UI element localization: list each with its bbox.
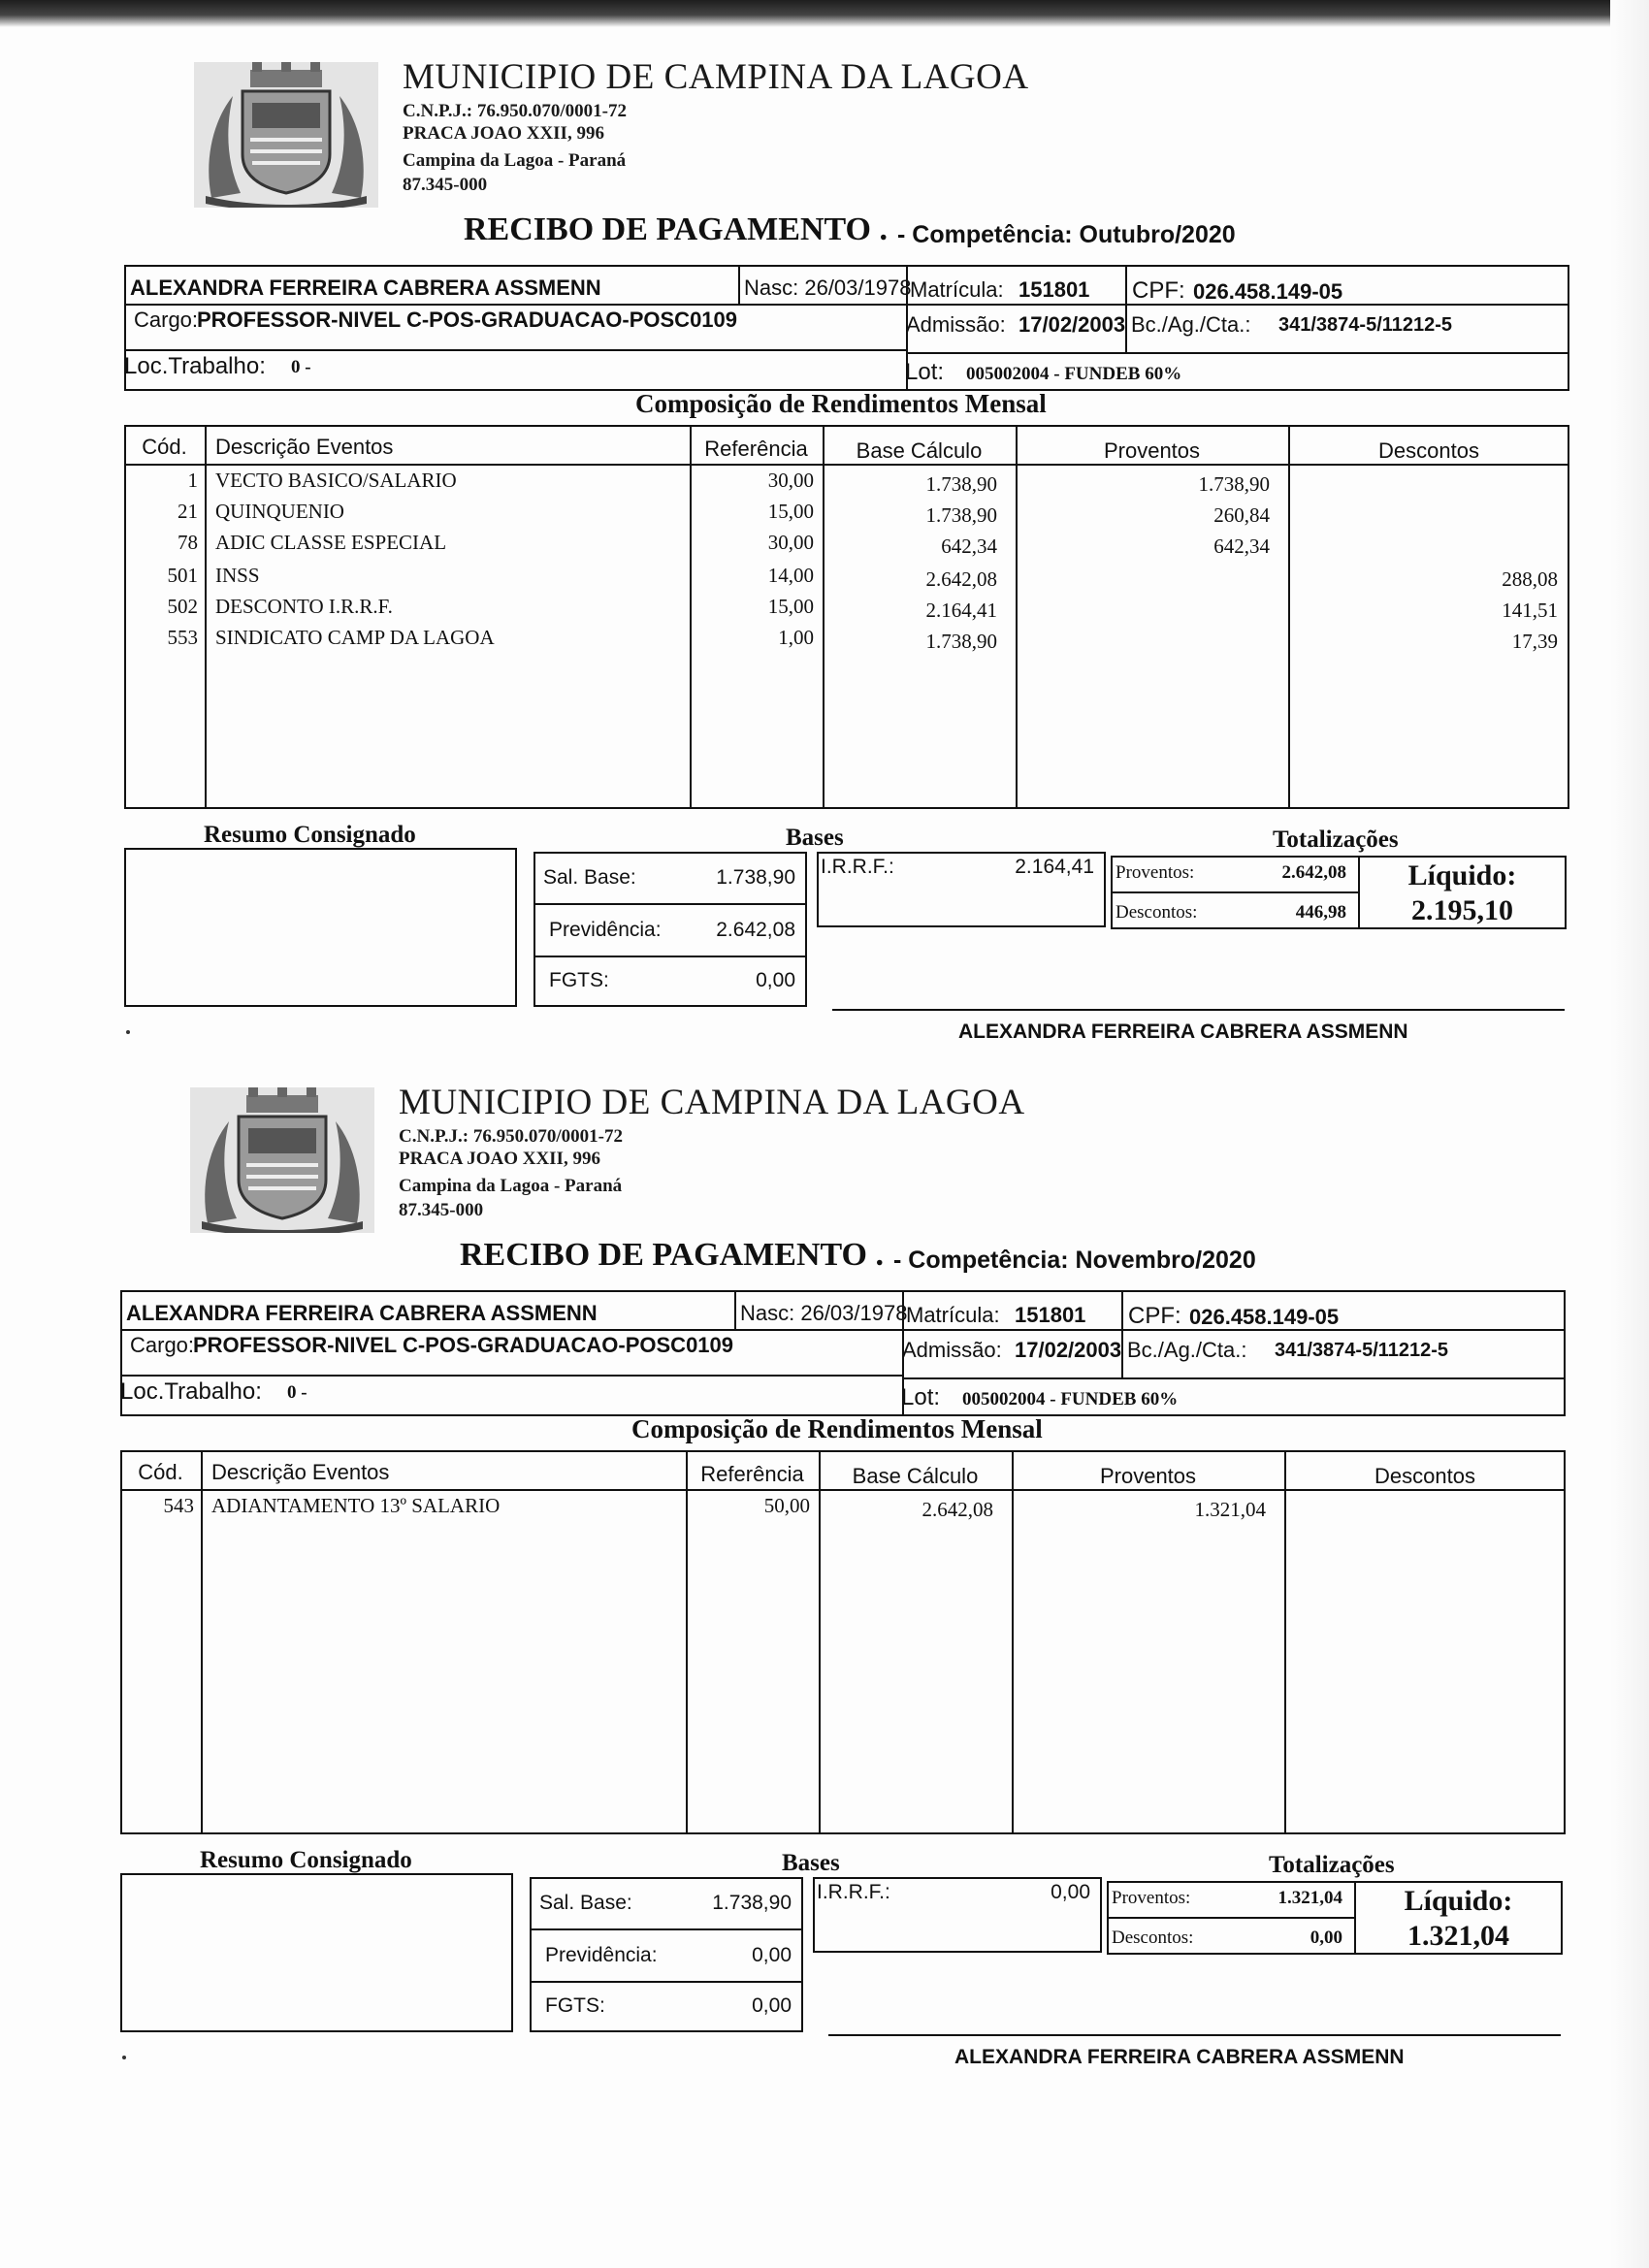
event-referencia: 1,00 <box>778 626 814 649</box>
composicao-title: Composição de Rendimentos Mensal <box>631 1414 1043 1443</box>
payment-receipt <box>0 1025 1645 2112</box>
event-descricao: ADIANTAMENTO 13º SALARIO <box>211 1494 501 1517</box>
event-proventos: 642,34 <box>1213 535 1270 558</box>
divider <box>1111 891 1358 893</box>
event-descricao: INSS <box>215 564 260 587</box>
divider <box>530 1981 803 1983</box>
cpf-label: CPF: <box>1132 277 1185 304</box>
event-descontos: 288,08 <box>1502 567 1558 591</box>
loc-label: Loc.Trabalho: <box>124 353 266 379</box>
divider <box>530 1928 803 1930</box>
event-cod: 553 <box>167 626 198 649</box>
fgts-value: 0,00 <box>756 969 795 991</box>
fgts-label: FGTS: <box>545 1994 605 2017</box>
lot-value: 005002004 - FUNDEB 60% <box>962 1389 1179 1409</box>
event-base: 1.738,90 <box>925 472 997 496</box>
proventos-total-value: 1.321,04 <box>1277 1888 1342 1908</box>
event-base: 2.642,08 <box>925 567 997 591</box>
event-base: 1.738,90 <box>925 503 997 527</box>
coat-of-arms-logo <box>190 1087 374 1233</box>
event-referencia: 14,00 <box>767 564 814 587</box>
composicao-title: Composição de Rendimentos Mensal <box>635 389 1047 418</box>
divider <box>734 1290 736 1329</box>
admissao-label: Admissão: <box>902 1338 1002 1362</box>
divider <box>906 352 1569 354</box>
bases-title: Bases <box>786 825 844 851</box>
event-referencia: 30,00 <box>767 531 814 554</box>
signature-line <box>832 1009 1565 1011</box>
event-descricao: VECTO BASICO/SALARIO <box>215 469 457 492</box>
cargo-value: PROFESSOR-NIVEL C-POS-GRADUACAO-POSC0109 <box>197 308 738 332</box>
event-base: 2.642,08 <box>922 1498 993 1521</box>
event-proventos: 1.321,04 <box>1194 1498 1266 1521</box>
event-cod: 1 <box>187 469 198 492</box>
admissao-value: 17/02/2003 <box>1018 312 1126 337</box>
table-header-divider <box>120 1489 1566 1491</box>
col-header-base: Base Cálculo <box>856 438 983 463</box>
org-address: PRACA JOAO XXII, 996 <box>399 1149 600 1169</box>
proventos-total-label: Proventos: <box>1112 1888 1191 1908</box>
admissao-label: Admissão: <box>906 312 1006 337</box>
org-cep: 87.345-000 <box>403 175 488 195</box>
divider <box>124 349 906 351</box>
org-name: MUNICIPIO DE CAMPINA DA LAGOA <box>403 57 1029 97</box>
previdencia-label: Previdência: <box>545 1944 658 1966</box>
receipt-title: RECIBO DE PAGAMENTO . <box>464 211 889 247</box>
table-header-divider <box>124 464 1569 466</box>
cargo-label: Cargo: <box>130 1333 195 1357</box>
banco-label: Bc./Ag./Cta.: <box>1127 1338 1247 1362</box>
loc-label: Loc.Trabalho: <box>120 1378 262 1405</box>
event-descricao: QUINQUENIO <box>215 500 344 523</box>
event-proventos: 1.738,90 <box>1198 472 1270 496</box>
divider <box>1121 1290 1123 1377</box>
org-address: PRACA JOAO XXII, 996 <box>403 123 604 144</box>
receipt-title: RECIBO DE PAGAMENTO . <box>460 1237 885 1273</box>
org-cep: 87.345-000 <box>399 1200 484 1220</box>
resumo-box <box>124 848 517 1007</box>
previdencia-value: 0,00 <box>752 1944 792 1966</box>
event-descontos: 17,39 <box>1511 630 1558 653</box>
matricula-value: 151801 <box>1018 277 1090 302</box>
event-cod: 21 <box>178 500 198 523</box>
event-base: 642,34 <box>941 535 997 558</box>
liquido-value: 1.321,04 <box>1407 1920 1509 1952</box>
event-referencia: 30,00 <box>767 469 814 492</box>
cpf-label: CPF: <box>1128 1303 1181 1329</box>
admissao-value: 17/02/2003 <box>1015 1338 1122 1362</box>
org-cnpj: C.N.P.J.: 76.950.070/0001-72 <box>399 1126 623 1147</box>
col-header-descricao: Descrição Eventos <box>211 1460 390 1484</box>
coat-of-arms-logo <box>194 62 378 208</box>
resumo-title: Resumo Consignado <box>200 1847 412 1873</box>
irrf-value: 2.164,41 <box>1015 856 1094 878</box>
employee-name: ALEXANDRA FERREIRA CABRERA ASSMENN <box>126 1301 598 1325</box>
event-cod: 501 <box>167 564 198 587</box>
loc-value: 0 - <box>291 357 311 377</box>
event-descricao: SINDICATO CAMP DA LAGOA <box>215 626 495 649</box>
fgts-label: FGTS: <box>549 969 609 991</box>
fgts-value: 0,00 <box>752 1994 792 2017</box>
event-proventos: 260,84 <box>1213 503 1270 527</box>
previdencia-label: Previdência: <box>549 919 662 941</box>
cargo-value: PROFESSOR-NIVEL C-POS-GRADUACAO-POSC0109 <box>193 1333 734 1357</box>
event-base: 2.164,41 <box>925 599 997 622</box>
divider <box>534 956 807 957</box>
irrf-label: I.R.R.F.: <box>817 1881 890 1903</box>
descontos-total-value: 0,00 <box>1310 1928 1342 1948</box>
col-divider <box>1284 1450 1286 1834</box>
event-referencia: 50,00 <box>763 1494 810 1517</box>
banco-label: Bc./Ag./Cta.: <box>1131 312 1251 337</box>
col-header-descontos: Descontos <box>1374 1464 1475 1488</box>
col-header-referencia: Referência <box>700 1462 804 1486</box>
col-header-base: Base Cálculo <box>852 1464 979 1488</box>
sal-base-label: Sal. Base: <box>539 1892 632 1914</box>
lot-label: Lot: <box>901 1384 941 1410</box>
banco-value: 341/3874-5/11212-5 <box>1275 1340 1449 1361</box>
event-referencia: 15,00 <box>767 500 814 523</box>
totais-title: Totalizações <box>1269 1852 1395 1878</box>
birth-date: Nasc: 26/03/1978 <box>740 1301 908 1325</box>
divider <box>120 1375 902 1377</box>
divider <box>902 1377 1566 1379</box>
divider <box>124 304 1569 306</box>
event-descricao: ADIC CLASSE ESPECIAL <box>215 531 447 554</box>
loc-value: 0 - <box>287 1382 307 1403</box>
competencia: - Competência: Outubro/2020 <box>897 221 1236 248</box>
event-referencia: 15,00 <box>767 595 814 618</box>
descontos-total-label: Descontos: <box>1116 902 1198 923</box>
matricula-label: Matrícula: <box>910 277 1004 302</box>
event-base: 1.738,90 <box>925 630 997 653</box>
competencia: - Competência: Novembro/2020 <box>893 1247 1256 1274</box>
signature-name: ALEXANDRA FERREIRA CABRERA ASSMENN <box>954 2046 1405 2068</box>
col-header-descontos: Descontos <box>1378 438 1479 463</box>
matricula-value: 151801 <box>1015 1303 1086 1327</box>
event-cod: 543 <box>163 1494 194 1517</box>
col-header-descricao: Descrição Eventos <box>215 435 394 459</box>
employee-name: ALEXANDRA FERREIRA CABRERA ASSMENN <box>130 275 601 300</box>
col-header-proventos: Proventos <box>1099 1464 1197 1488</box>
totais-title: Totalizações <box>1273 826 1399 853</box>
divider <box>1107 1917 1354 1919</box>
col-header-cod: Cód. <box>142 435 187 459</box>
cargo-label: Cargo: <box>134 308 199 332</box>
signature-line <box>828 2034 1561 2036</box>
previdencia-value: 2.642,08 <box>716 919 795 941</box>
proventos-total-label: Proventos: <box>1116 862 1195 883</box>
event-cod: 502 <box>167 595 198 618</box>
org-city: Campina da Lagoa - Paraná <box>403 150 627 171</box>
proventos-total-value: 2.642,08 <box>1281 862 1346 883</box>
resumo-box <box>120 1873 513 2032</box>
divider <box>738 265 740 304</box>
divider <box>534 903 807 905</box>
signature-name: ALEXANDRA FERREIRA CABRERA ASSMENN <box>958 1021 1408 1043</box>
liquido-label: Líquido: <box>1407 859 1517 891</box>
scan-speck <box>122 2056 126 2059</box>
descontos-total-label: Descontos: <box>1112 1928 1194 1948</box>
org-city: Campina da Lagoa - Paraná <box>399 1176 623 1196</box>
bases-title: Bases <box>782 1850 840 1876</box>
col-divider <box>201 1450 203 1834</box>
col-header-referencia: Referência <box>704 437 808 461</box>
liquido-value: 2.195,10 <box>1411 894 1513 926</box>
col-header-cod: Cód. <box>138 1460 183 1484</box>
banco-value: 341/3874-5/11212-5 <box>1278 314 1453 336</box>
col-divider <box>205 425 207 809</box>
org-cnpj: C.N.P.J.: 76.950.070/0001-72 <box>403 101 627 121</box>
divider <box>1125 265 1127 352</box>
cpf-value: 026.458.149-05 <box>1193 279 1343 304</box>
liquido-label: Líquido: <box>1404 1885 1513 1917</box>
cpf-value: 026.458.149-05 <box>1189 1305 1340 1329</box>
org-name: MUNICIPIO DE CAMPINA DA LAGOA <box>399 1083 1025 1122</box>
matricula-label: Matrícula: <box>906 1303 1000 1327</box>
event-descricao: DESCONTO I.R.R.F. <box>215 595 393 618</box>
event-descontos: 141,51 <box>1502 599 1558 622</box>
irrf-label: I.R.R.F.: <box>821 856 894 878</box>
divider <box>120 1329 1566 1331</box>
sal-base-label: Sal. Base: <box>543 866 636 889</box>
sal-base-value: 1.738,90 <box>712 1892 792 1914</box>
irrf-value: 0,00 <box>1051 1881 1090 1903</box>
descontos-total-value: 446,98 <box>1295 902 1346 923</box>
payment-receipt <box>0 0 1649 1086</box>
col-header-proventos: Proventos <box>1103 438 1201 463</box>
sal-base-value: 1.738,90 <box>716 866 795 889</box>
event-cod: 78 <box>178 531 198 554</box>
lot-value: 005002004 - FUNDEB 60% <box>966 364 1182 384</box>
lot-label: Lot: <box>905 359 945 385</box>
birth-date: Nasc: 26/03/1978 <box>744 275 912 300</box>
resumo-title: Resumo Consignado <box>204 822 416 848</box>
